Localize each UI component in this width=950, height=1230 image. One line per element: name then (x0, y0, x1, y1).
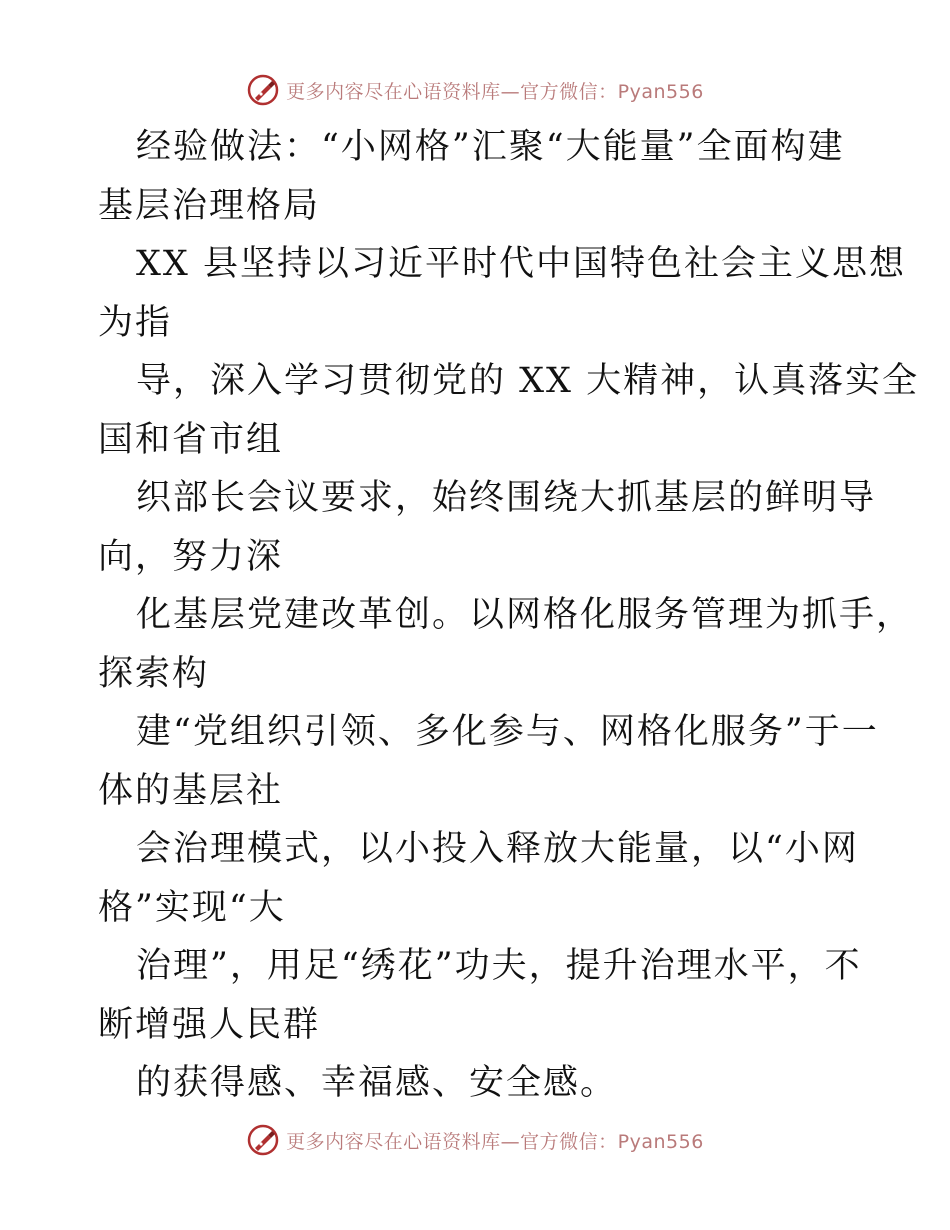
paragraph-line: 国和省市组 (98, 419, 284, 460)
header-banner-text: 更多内容尽在心语资料库—官方微信：Pyan556 (286, 80, 704, 103)
title-line-2: 基层治理格局 (98, 185, 321, 226)
pen-nib-logo-icon (246, 1123, 280, 1157)
paragraph-line: 的获得感、幸福感、安全感。 (136, 1063, 618, 1103)
title-line-1: 经验做法：“小网格”汇聚“大能量”全面构建 (136, 127, 845, 167)
pen-nib-logo-icon (246, 73, 280, 107)
paragraph-line: 探索构 (98, 653, 210, 694)
header-banner (0, 70, 950, 110)
paragraph-line: 格”实现“大 (98, 887, 286, 928)
paragraph-line: 体的基层社 (98, 770, 284, 811)
paragraph-line: 化基层党建改革创。以网格化服务管理为抓手， (136, 595, 914, 635)
paragraph-line: 为指 (98, 302, 173, 343)
footer-banner-text: 更多内容尽在心语资料库—官方微信：Pyan556 (286, 1130, 704, 1153)
paragraph-line: XX 县坚持以习近平时代中国特色社会主义思想 (136, 244, 906, 284)
paragraph-line: 建“党组织引领、多化参与、网格化服务”于一 (136, 712, 879, 752)
document-body (98, 118, 920, 1113)
paragraph-line: 向，努力深 (98, 536, 284, 577)
paragraph-line: 治理”，用足“绣花”功夫，提升治理水平，不 (136, 946, 862, 986)
paragraph-line: 织部长会议要求，始终围绕大抓基层的鲜明导 (136, 478, 877, 518)
paragraph-line: 会治理模式，以小投入释放大能量，以“小网 (136, 829, 859, 869)
paragraph-line: 导，深入学习贯彻党的 XX 大精神，认真落实全 (136, 361, 920, 401)
footer-banner (0, 1120, 950, 1160)
paragraph-line: 断增强人民群 (98, 1004, 321, 1045)
